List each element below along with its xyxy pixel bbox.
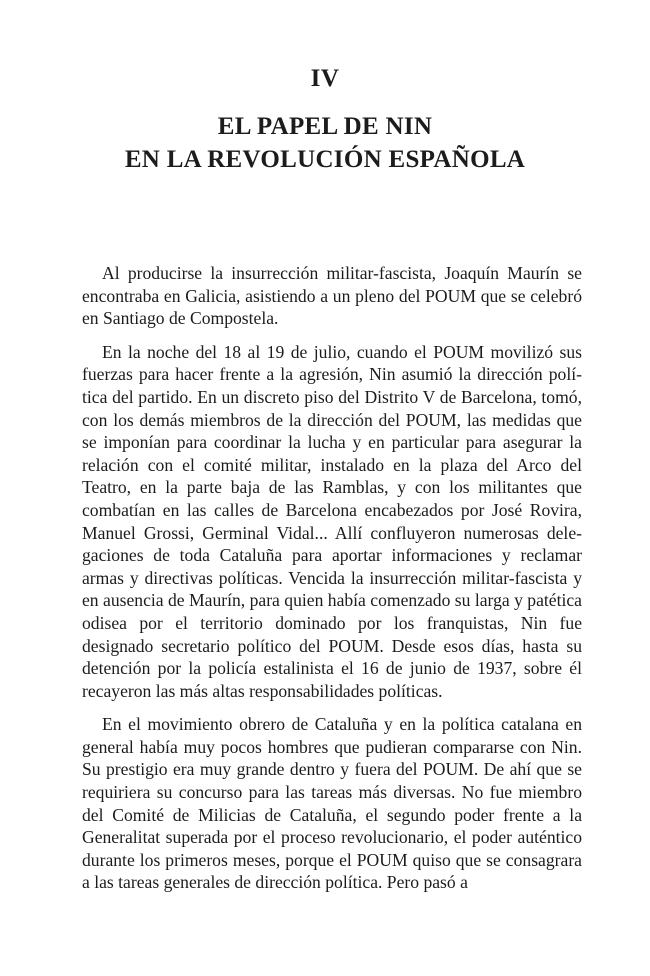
chapter-body xyxy=(82,262,582,905)
paragraph-2: En la noche del 18 al 19 de julio, cuando el POUM movilizó sus fuerzas para hacer frente a la agresión, Nin asumió la dirección política del partido. En un discreto piso del Distrito V de Barcelona, tomó, con los demás miembros de la dirección del POUM, las medidas que se imponían para coordinar la lucha y en particular para asegurar la relación con el comité militar, instalado en la plaza del Arco del Teatro, en la parte baja de las Ramblas, y con los militantes que combatían en las calles de Barcelona encabezados por José Rovira, Manuel Grossi, Germinal Vidal... Allí confluyeron numerosas delegaciones de toda Cataluña para aportar informaciones y reclamar armas y directivas políticas. Vencida la insurrección militar-fascista y en ausencia de Maurín, para quien había comenzado su larga y patética odisea por el territorio dominado por los franquistas, Nin fue designado secretario político del POUM. Desde esos días, hasta su detención por la policía estalinista el 16 de junio de 1937, sobre él recayeron las más altas responsabilidades políticas. xyxy=(82,341,582,701)
chapter-title-line-1: EL PAPEL DE NIN xyxy=(217,113,433,140)
chapter-number: IV xyxy=(310,65,340,92)
chapter-title-line-2: EN LA REVOLUCIÓN ESPAÑOLA xyxy=(124,146,526,173)
paragraph-1: Al producirse la insurrección militar-fascista, Joaquín Maurín se encontraba en Galicia, asistiendo a un pleno del POUM que se celebró en Santiago de Compostela. xyxy=(82,263,582,329)
chapter-title xyxy=(0,110,650,176)
paragraph-3: En el movimiento obrero de Cataluña y en la política catalana en general había muy pocos hombres que pudieran compararse con Nin. Su prestigio era muy grande dentro y fuera del POUM. De ahí que se requiriera su concurso para las tareas más diversas. No fue miembro del Comité de Milicias de Cataluña, el segundo poder frente a la Generalitat superada por el proceso revolucionario, el poder auténtico durante los primeros meses, porque el POUM quiso que se consagrara a las tareas generales de dirección política. Pero pasó a xyxy=(82,714,582,893)
